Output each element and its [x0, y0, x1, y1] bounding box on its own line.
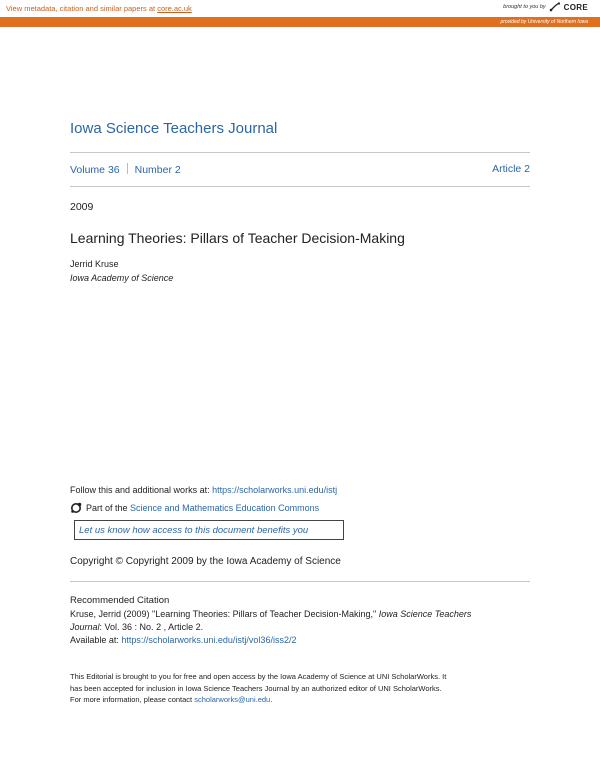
part-of-label: Part of the	[86, 503, 131, 513]
core-metadata-label: View metadata, citation and similar papers at	[6, 4, 158, 13]
commons-link[interactable]: Science and Mathematics Education Commons	[130, 503, 320, 513]
separator	[127, 163, 128, 174]
copyright-notice: Copyright © Copyright 2009 by the Iowa Academy of Science	[70, 556, 341, 567]
contact-email-link[interactable]: scholarworks@uni.edu	[194, 695, 271, 704]
volume-link[interactable]: Volume 36	[70, 164, 120, 176]
footer-line-2: has been accepted for inclusion in Iowa Science Teachers Journal by an authorized editor of UNI ScholarWorks.	[70, 683, 442, 693]
follow-line	[70, 485, 337, 495]
access-footer	[70, 671, 530, 706]
core-metadata-text	[6, 4, 192, 13]
citation-journal-italic-2: Journal	[70, 622, 100, 632]
benefit-feedback-box[interactable]	[74, 520, 344, 540]
citation-heading: Recommended Citation	[70, 595, 170, 606]
follow-label: Follow this and additional works at:	[70, 485, 213, 495]
citation-available-line	[70, 635, 296, 645]
publication-year: 2009	[70, 201, 94, 213]
brought-to-you-label: brought to you by	[503, 4, 546, 10]
commons-network-icon	[70, 502, 82, 514]
provider-strip	[0, 17, 600, 27]
available-label: Available at:	[70, 635, 122, 645]
volume-row	[70, 163, 530, 177]
core-logo-icon	[549, 2, 561, 12]
benefit-feedback-link[interactable]: Let us know how access to this document benefits you	[79, 525, 309, 536]
number-link[interactable]: Number 2	[134, 164, 181, 176]
core-brand[interactable]	[503, 2, 588, 12]
citation-text: Kruse, Jerrid (2009) "Learning Theories: Pillars of Teacher Decision-Making,"	[70, 609, 379, 619]
core-logo-text: CORE	[563, 2, 588, 12]
journal-title[interactable]: Iowa Science Teachers Journal	[70, 120, 278, 137]
author-name: Jerrid Kruse	[70, 259, 119, 269]
footer-line-3	[70, 694, 530, 706]
paper-title: Learning Theories: Pillars of Teacher Decision-Making	[70, 230, 405, 246]
part-of-line	[70, 502, 319, 514]
divider-volume	[70, 186, 530, 187]
citation-line-2	[70, 622, 203, 632]
citation-journal-italic: Iowa Science Teachers	[378, 609, 472, 619]
footer-line-1: This Editorial is brought to you for free and open access by the Iowa Academy of Science at UNI ScholarWorks. It	[70, 672, 447, 681]
provided-by-text: provided by University of Northern Iowa	[500, 19, 588, 25]
footer-period: .	[270, 695, 273, 704]
footer-contact-label: For more information, please contact	[70, 695, 195, 704]
citation-line-1	[70, 609, 471, 619]
divider-citation	[70, 581, 530, 582]
article-link[interactable]: Article 2	[492, 163, 530, 175]
core-link[interactable]: core.ac.uk	[157, 4, 192, 13]
divider-top	[70, 152, 530, 153]
available-url[interactable]: https://scholarworks.uni.edu/istj/vol36/iss2/2	[121, 635, 297, 645]
author-affiliation: Iowa Academy of Science	[70, 273, 174, 283]
citation-volume-text: : Vol. 36 : No. 2 , Article 2.	[99, 622, 204, 632]
core-banner	[0, 0, 600, 17]
follow-url[interactable]: https://scholarworks.uni.edu/istj	[212, 485, 338, 495]
